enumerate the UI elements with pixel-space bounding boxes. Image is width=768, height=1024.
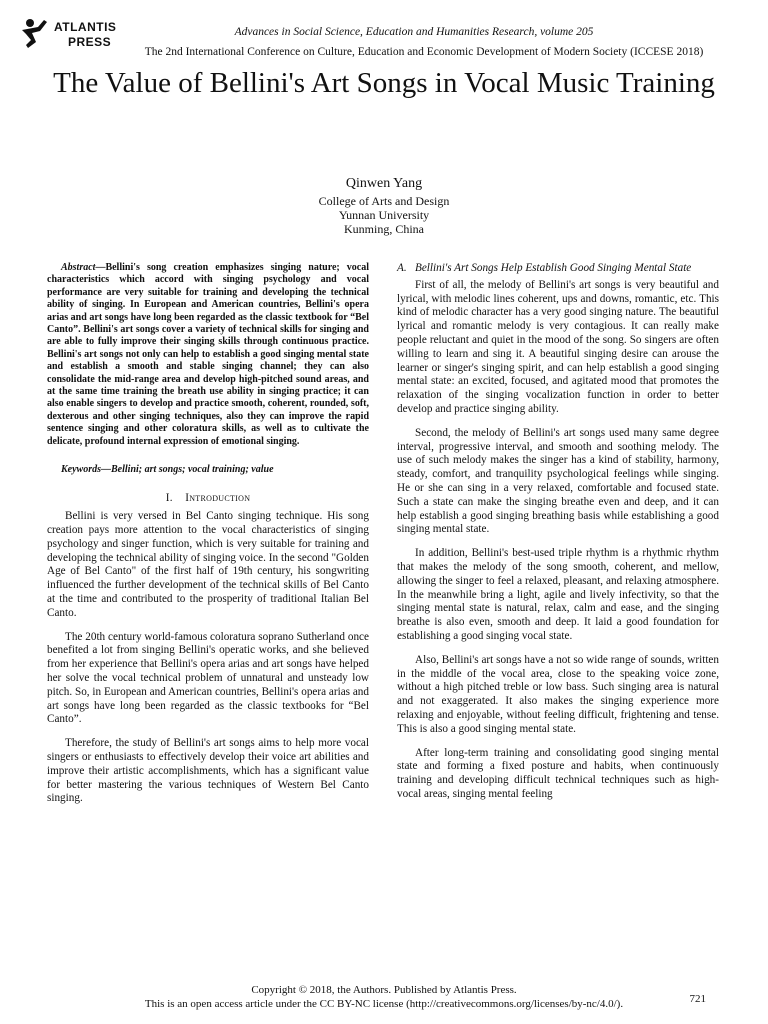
logo-line1: ATLANTIS: [54, 20, 117, 34]
paragraph: The 20th century world-famous coloratura soprano Sutherland once benefited a lot from singing Bellini's operatic works, and she believed from her experience that Bellini's opera arias and art songs have helped her solve the vocal technical problem of unnatural and unsteady low pitch. So, in European and American countries, Bellini's opera arias and art songs have long been regarded as the classic textbooks for “Bel Canto”.: [47, 630, 369, 726]
paragraph: In addition, Bellini's best-used triple rhythm is a rhythmic rhythm that makes the melody of the song smooth, coherent, and mellow, allowing the singer to feel a relaxed, pleasant, and relaxing atmosphere. In the meanwhile bring a light, agile and lively infectivity, so that the singing mental state is natural, relax, calm and ease, and the singing breathe is also even, smooth and deep. It laid a good foundation for establishing a good singing vocal state.: [397, 547, 719, 642]
left-column: [47, 262, 369, 816]
subsection-label: A.: [397, 262, 407, 274]
license-notice: This is an open access article under the CC BY-NC license (http://creativecommons.org/licenses/by-nc/4.0/).: [144, 998, 624, 1010]
paragraph: After long-term training and consolidating good singing mental state and forming a fixed posture and habits, when continuously training and developing difficult technical techniques such as high-vocal areas, singing mental feeling: [397, 746, 719, 800]
paragraph: First of all, the melody of Bellini's art songs is very beautiful and lyrical, with melodic lines coherent, ups and downs, romantic, etc. This kind of melodic character has a very good singing nature. The beautiful lyrical and romantic melody is very contagious. It can really make people reluctant and quiet in the mood of the song. So singers are often willing to learn and sing it. A beautiful singing desire can arouse the learner or singer's singing spirit, and can help establish a good singing mental state: an excited, focused, and agitated mood that promotes the relaxation of the singing vocalization function in order to better develop and practice singing ability.: [397, 278, 719, 415]
abstract-label: Abstract: [61, 262, 96, 273]
paragraph: Second, the melody of Bellini's art songs used many same degree interval, progressive interval, and smooth and soothing melody. The use of such melody makes the singer has a kind of stability, harmony, steady, comfort, and tranquility psychological feelings while singing. He or she can sing in a very relaxed, comfortable and focused state. Such a state can make the singing breathe even and deep, and it can help establish a good singing breathing basis while establishing a good singing mental state.: [397, 426, 719, 536]
affiliation-line-3: Kunming, China: [344, 222, 424, 236]
abstract: [47, 262, 369, 448]
copyright-notice: Copyright © 2018, the Authors. Published by Atlantis Press.: [251, 984, 517, 996]
section-number: I.: [165, 491, 173, 504]
affiliation-line-1: College of Arts and Design: [318, 194, 450, 208]
paper-title: The Value of Bellini's Art Songs in Vocal Music Training: [53, 67, 715, 99]
author-name: Qinwen Yang: [345, 176, 423, 191]
section-heading: [47, 492, 369, 506]
paragraph: Bellini is very versed in Bel Canto singing technique. His song creation pays more attention to the vocal characteristics of singing psychology and singer function, which is very suitable for training and developing the technical ability of singing voice. In the second "Golden Age of Bel Canto" of the first half of 19th century, his songwriting influenced the further development of the technical skills of Bel Canto at the time and contributed to the prosperity of traditional Italian Bel Canto.: [47, 510, 369, 619]
section-title: Introduction: [185, 491, 251, 504]
abstract-text: —Bellini's song creation emphasizes singing nature; vocal characteristics which accord with singing psychology and vocal performance are very suitable for training and developing the technical ability of singing. In European and American countries, Bellini's opera arias and art songs have long been regarded as the classic textbook for “Bel Canto”. Bellini's art songs cover a variety of technical skills for singing and are able to fully improve their singing skills through continuous practice. Bellini's art songs not only can help to establish a good singing mental state and establish a smooth and stable singing channel; they can also consolidate the mid-range area and develop high-pitched sound areas, and at the same time training the breath use ability in singing practice; it can also enable singers to develop and practice smooth, coherent, rounded, soft, dexterous and other singing techniques, also they can improve the rapid sentence singing and other coloratura skills, as well as to cultivate the delicate, profound internal expression of emotional singing.: [47, 262, 369, 447]
paragraph: Also, Bellini's art songs have a not so wide range of sounds, written in the middle of the vocal area, close to the speaking voice zone, without a high pitched treble or low bass. Such singing area is natural and not exaggerated. It also makes the singing experience more relaxing and enjoyable, without feeling difficult, frightening and tense. This is also a good singing mental state.: [397, 653, 719, 735]
journal-header: Advances in Social Science, Education and Humanities Research, volume 205: [234, 26, 594, 38]
subsection-heading: [397, 262, 719, 276]
page-number: 721: [689, 993, 706, 1005]
subsection-title: Bellini's Art Songs Help Establish Good Singing Mental State: [415, 262, 692, 274]
right-column: [397, 262, 719, 812]
paragraph: Therefore, the study of Bellini's art songs aims to help more vocal singers or enthusiasts to effectively develop their voice art abilities and improve their artistic accomplishments, which has a significant value for better mastering the various techniques of Western Bel Canto singing.: [47, 737, 369, 805]
keywords: Keywords—Bellini; art songs; vocal training; value: [61, 464, 274, 476]
conference-header: The 2nd International Conference on Culture, Education and Economic Development of Modern Society (ICCESE 2018): [144, 46, 704, 58]
logo-line2: PRESS: [68, 35, 112, 49]
affiliation-line-2: Yunnan University: [338, 208, 430, 222]
